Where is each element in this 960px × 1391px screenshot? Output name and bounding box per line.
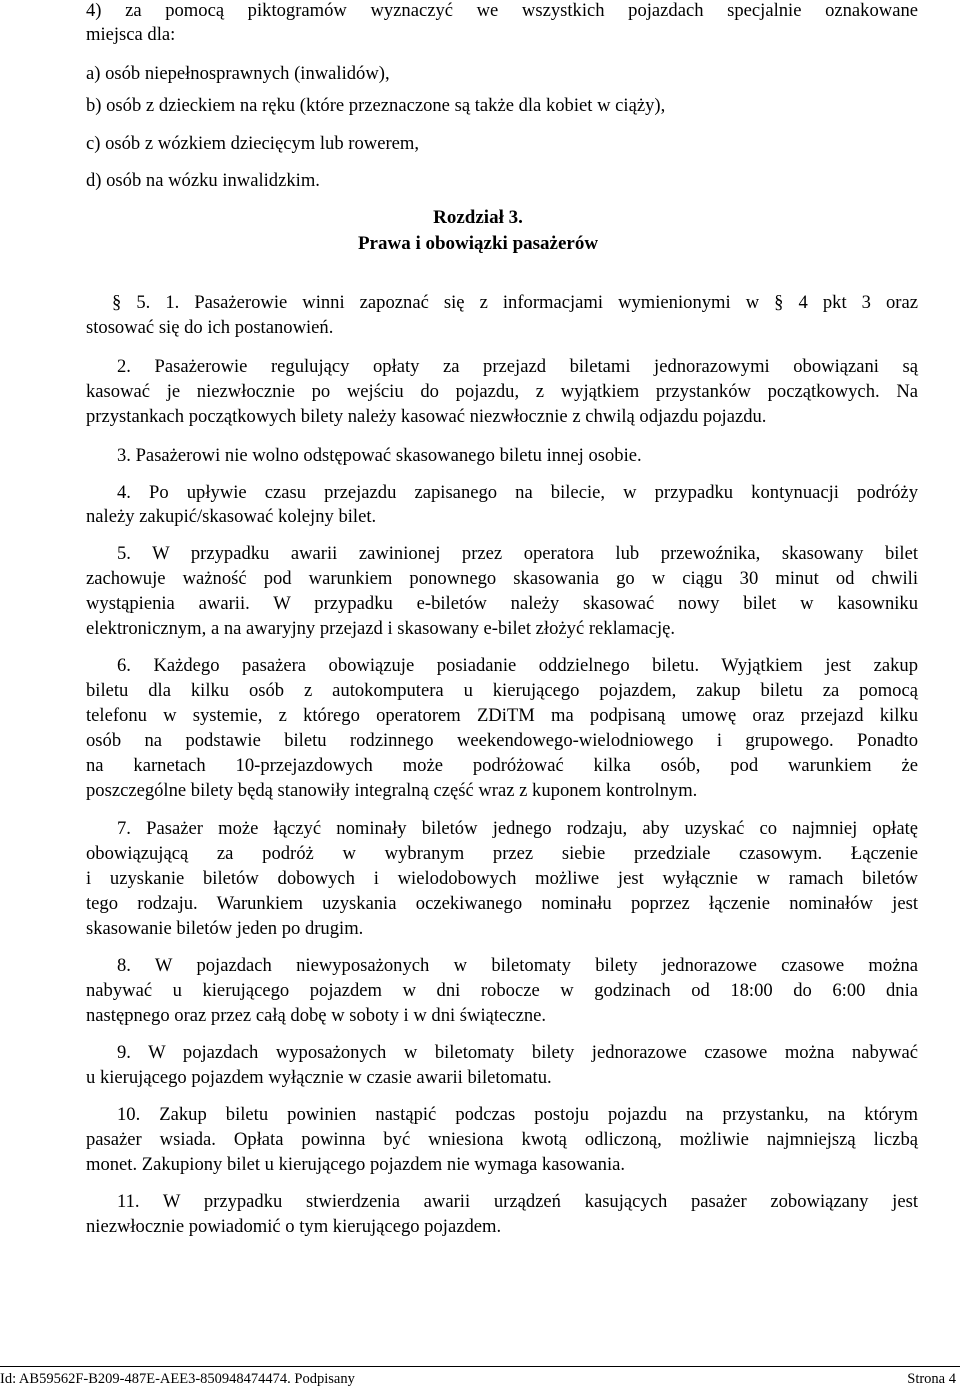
list-item: d) osób na wózku inwalidzkim.: [86, 170, 320, 191]
paragraph-line: obowiązującą za podróż w wybranym przez siebie przedziale czasowym. Łączenie: [86, 843, 918, 864]
paragraph-line: monet. Zakupiony bilet u kierującego pojazdem nie wymaga kasowania.: [86, 1154, 626, 1175]
paragraph-line: i uzyskanie biletów dobowych i wielodobowych możliwe jest wyłącznie w ramach biletów: [86, 868, 918, 889]
paragraph-line: kasować je niezwłocznie po wejściu do pojazdu, z wyjątkiem przystanków początkowych. Na: [86, 381, 918, 402]
paragraph-line: zachowuje ważność pod warunkiem ponownego skasowania go w ciągu 30 minut od chwili: [86, 568, 918, 589]
footer-divider: [0, 1366, 960, 1367]
paragraph-line: 6. Każdego pasażera obowiązuje posiadanie oddzielnego biletu. Wyjątkiem jest zakup: [117, 655, 918, 676]
paragraph-line: przystankach początkowych bilety należy kasować niezwłocznie z chwilą odjazdu pojazdu.: [86, 406, 767, 427]
paragraph-line: biletu dla kilku osób z autokomputera u kierującego pojazdem, zakup biletu za pomocą: [86, 680, 918, 701]
paragraph-line: 4. Po upływie czasu przejazdu zapisanego na bilecie, w przypadku kontynuacji podróży: [117, 482, 918, 503]
paragraph-line: pasażer wsiada. Opłata powinna być wniesiona kwotą odliczoną, możliwie najmniejszą liczbą: [86, 1129, 918, 1150]
paragraph-line: 7. Pasażer może łączyć nominały biletów jednego rodzaju, aby uzyskać co najmniej opłatę: [117, 818, 918, 839]
paragraph-line: 8. W pojazdach niewyposażonych w biletomaty bilety jednorazowe czasowe można: [117, 955, 918, 976]
chapter-title: Prawa i obowiązki pasażerów: [357, 233, 599, 254]
paragraph-line: telefonu w systemie, z którego operatorem ZDiTM ma podpisaną umowę oraz przejazd kilku: [86, 705, 918, 726]
list-item: b) osób z dzieckiem na ręku (które przeznaczone są także dla kobiet w ciąży),: [86, 95, 666, 116]
paragraph-line: u kierującego pojazdem wyłącznie w czasie awarii biletomatu.: [86, 1067, 552, 1088]
list-item: a) osób niepełnosprawnych (inwalidów),: [86, 63, 390, 84]
paragraph-line: należy zakupić/skasować kolejny bilet.: [86, 506, 377, 527]
paragraph-line: niezwłocznie powiadomić o tym kierującego pojazdem.: [86, 1216, 502, 1237]
paragraph-line: 9. W pojazdach wyposażonych w biletomaty bilety jednorazowe czasowe można nabywać: [117, 1042, 918, 1063]
paragraph-line: stosować się do ich postanowień.: [86, 317, 334, 338]
page-number: Strona 4: [907, 1371, 956, 1387]
paragraph-line: 3. Pasażerowi nie wolno odstępować skasowanego biletu innej osobie.: [117, 445, 642, 466]
paragraph-line: nabywać u kierującego pojazdem w dni robocze w godzinach od 18:00 do 6:00 dnia: [86, 980, 918, 1001]
paragraph-line: tego rodzaju. Warunkiem uzyskania oczekiwanego nominału poprzez łączenie nominałów jest: [86, 893, 918, 914]
paragraph-line: następnego oraz przez całą dobę w soboty i w dni świąteczne.: [86, 1005, 547, 1026]
paragraph-line: skasowanie biletów jeden po drugim.: [86, 918, 364, 939]
document-id: Id: AB59562F-B209-487E-AEE3-850948474474. Podpisany: [0, 1371, 355, 1387]
paragraph-line: 2. Pasażerowie regulujący opłaty za przejazd biletami jednorazowymi obowiązani są: [117, 356, 918, 377]
paragraph-line: poszczególne bilety będą stanowiły integralną część wraz z kuponem kontrolnym.: [86, 780, 698, 801]
paragraph-line: 11. W przypadku stwierdzenia awarii urządzeń kasujących pasażer zobowiązany jest: [117, 1191, 918, 1212]
paragraph-line: na karnetach 10-przejazdowych może podróżować kilka osób, pod warunkiem że: [86, 755, 918, 776]
text-line: miejsca dla:: [86, 24, 176, 45]
paragraph-line: 5. W przypadku awarii zawinionej przez operatora lub przewoźnika, skasowany bilet: [117, 543, 918, 564]
paragraph-line: osób na podstawie biletu rodzinnego weekendowego-wielodniowego i grupowego. Ponadto: [86, 730, 918, 751]
paragraph-line: § 5. 1. Pasażerowie winni zapoznać się z informacjami wymienionymi w § 4 pkt 3 oraz: [112, 292, 918, 313]
paragraph-line: 10. Zakup biletu powinien nastąpić podczas postoju pojazdu na przystanku, na którym: [117, 1104, 918, 1125]
chapter-heading: Rozdział 3.: [433, 207, 523, 228]
paragraph-line: wystąpienia awarii. W przypadku e-biletów należy skasować nowy bilet w kasowniku: [86, 593, 918, 614]
list-item: c) osób z wózkiem dziecięcym lub rowerem,: [86, 133, 420, 154]
paragraph-line: elektronicznym, a na awaryjny przejazd i skasowany e-bilet złożyć reklamację.: [86, 618, 676, 639]
text-line: 4) za pomocą piktogramów wyznaczyć we wszystkich pojazdach specjalnie oznakowane: [86, 0, 918, 21]
